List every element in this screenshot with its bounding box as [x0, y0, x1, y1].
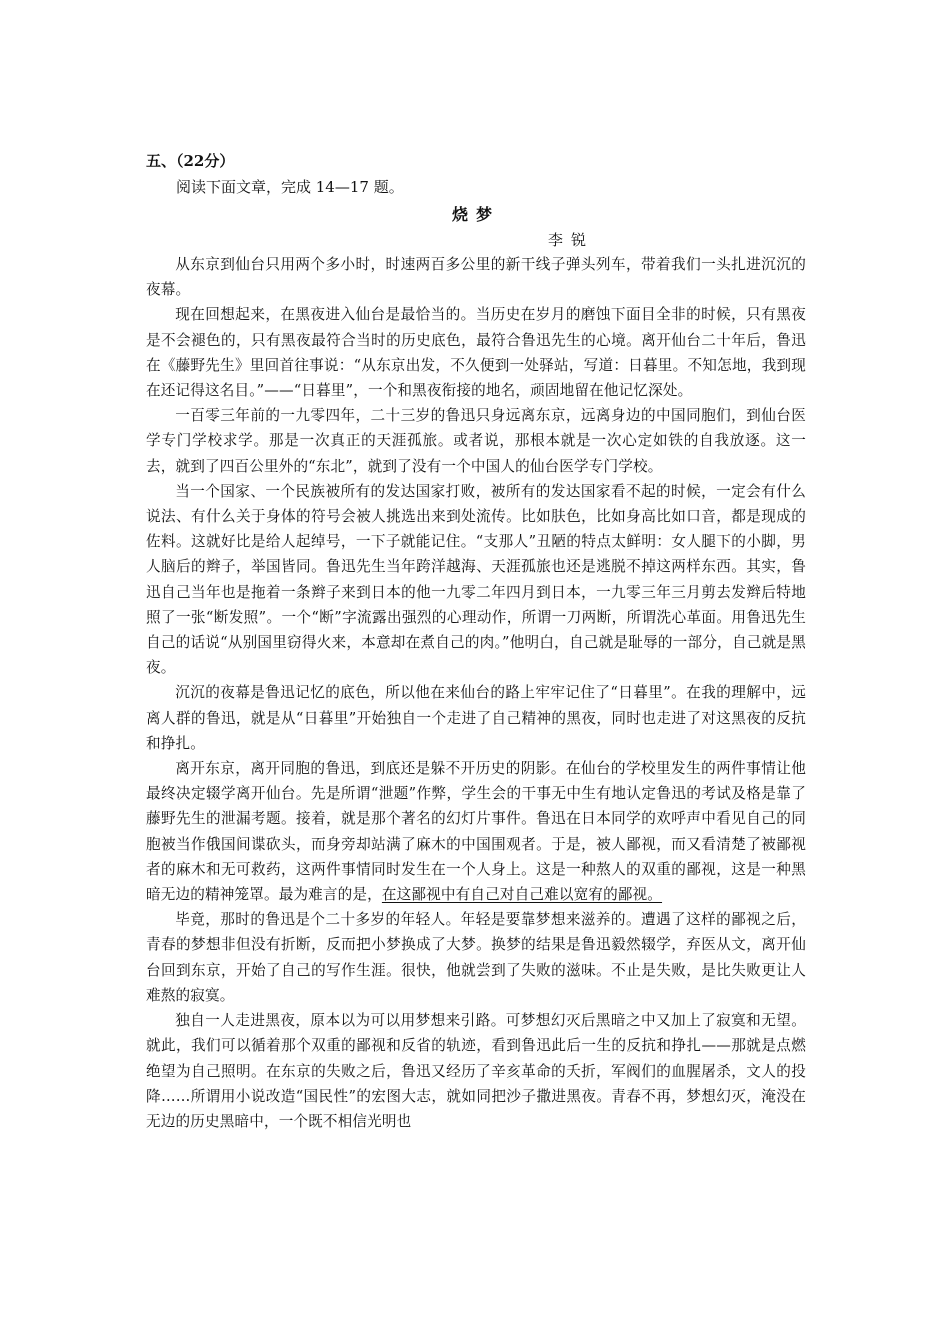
- paragraph-3: 一百零三年前的一九零四年，二十三岁的鲁迅只身远离东京，远离身边的中国同胞们，到仙台医学专门学校求学。那是一次真正的天涯孤旅。或者说，那根本就是一次心定如铁的自我放逐。这一去，就到了四百公里外的“东北”，就到了没有一个中国人的仙台医学专门学校。: [146, 407, 806, 475]
- reading-instruction: 阅读下面文章，完成 14—17 题。: [176, 178, 404, 196]
- paragraph-6-text: 离开东京，离开同胞的鲁迅，到底还是躲不开历史的阴影。在仙台的学校里发生的两件事情让他最终决定辍学离开仙台。先是所谓“泄题”作弊，学生会的干事无中生有地认定鲁迅的考试及格是靠了藤野先生的泄漏考题。接着，就是那个著名的幻灯片事件。鲁迅在日本同学的欢呼声中看见自己的同胞被当作俄国间谍砍头，而身旁却站满了麻木的中国围观者。于是，被人鄙视，而又看清楚了被鄙视者的麻木和无可救药，这两件事情同时发生在一个人身上。这是一种熬人的双重的鄙视，这是一种黑暗无边的精神笼罩。最为难言的是，: [146, 760, 806, 904]
- paragraph-1: 从东京到仙台只用两个多小时，时速两百多公里的新干线子弹头列车，带着我们一头扎进沉沉的夜幕。: [146, 256, 806, 299]
- document-page: [146, 148, 806, 1134]
- paragraph-5: 沉沉的夜幕是鲁迅记忆的底色，所以他在来仙台的路上牢牢记住了“日暮里”。在我的理解中，远离人群的鲁迅，就是从“日暮里”开始独自一个走进了自己精神的黑夜，同时也走进了对这黑夜的反抗和挣扎。: [146, 684, 806, 752]
- paragraph-4: 当一个国家、一个民族被所有的发达国家打败，被所有的发达国家看不起的时候，一定会有什么说法、有什么关于身体的符号会被人挑选出来到处流传。比如肤色，比如身高比如口音，都是现成的佐料。这就好比是给人起绰号，一下子就能记住。“支那人”丑陋的特点太鲜明：女人腿下的小脚，男人脑后的辫子，举国皆同。鲁迅先生当年跨洋越海、天涯孤旅也还是逃脱不掉这两样东西。其实，鲁迅自己当年也是拖着一条辫子来到日本的他一九零二年四月到日本，一九零三年三月剪去发辫后特地照了一张“断发照”。一个“断”字流露出强烈的心理动作，所谓一刀两断，所谓洗心革面。用鲁迅先生自己的话说“从别国里窃得火来，本意却在煮自己的肉。”他明白，自己就是耻辱的一部分，自己就是黑夜。: [146, 482, 806, 677]
- paragraph-2: 现在回想起来，在黑夜进入仙台是最恰当的。当历史在岁月的磨蚀下面目全非的时候，只有黑夜是不会褪色的，只有黑夜最符合当时的历史底色，最符合鲁迅先生的心境。离开仙台二十年后，鲁迅在《藤野先生》里回首往事说：“从东京出发，不久便到一处驿站，写道：日暮里。不知怎地，我到现在还记得这名目。”——“日暮里”，一个和黑夜衔接的地名，顽固地留在他记忆深处。: [146, 306, 806, 400]
- paragraph-8: 独自一人走进黑夜，原本以为可以用梦想来引路。可梦想幻灭后黑暗之中又加上了寂寞和无望。就此，我们可以循着那个双重的鄙视和反省的轨迹，看到鲁迅此后一生的反抗和挣扎——那就是点燃绝望为自己照明。在东京的失败之后，鲁迅又经历了辛亥革命的夭折，军阀们的血腥屠杀，文人的投降……所谓用小说改造“国民性”的宏图大志，就如同把沙子撒进黑夜。青春不再，梦想幻灭，淹没在无边的历史黑暗中，一个既不相信光明也: [146, 1012, 806, 1130]
- article-title: 烧梦: [451, 205, 500, 224]
- article-author: 李锐: [547, 231, 594, 249]
- section-heading: 五、（22分）: [146, 152, 235, 170]
- underlined-sentence: 在这鄙视中有自己对自己难以宽宥的鄙视。: [381, 886, 663, 904]
- paragraph-7: 毕竟，那时的鲁迅是个二十多岁的年轻人。年轻是要靠梦想来滋养的。遭遇了这样的鄙视之后，青春的梦想非但没有折断，反而把小梦换成了大梦。换梦的结果是鲁迅毅然辍学，弃医从文，离开仙台回到东京，开始了自己的写作生涯。很快，他就尝到了失败的滋味。不止是失败，是比失败更让人难熬的寂寞。: [146, 911, 806, 1004]
- paragraph-6: [146, 756, 806, 907]
